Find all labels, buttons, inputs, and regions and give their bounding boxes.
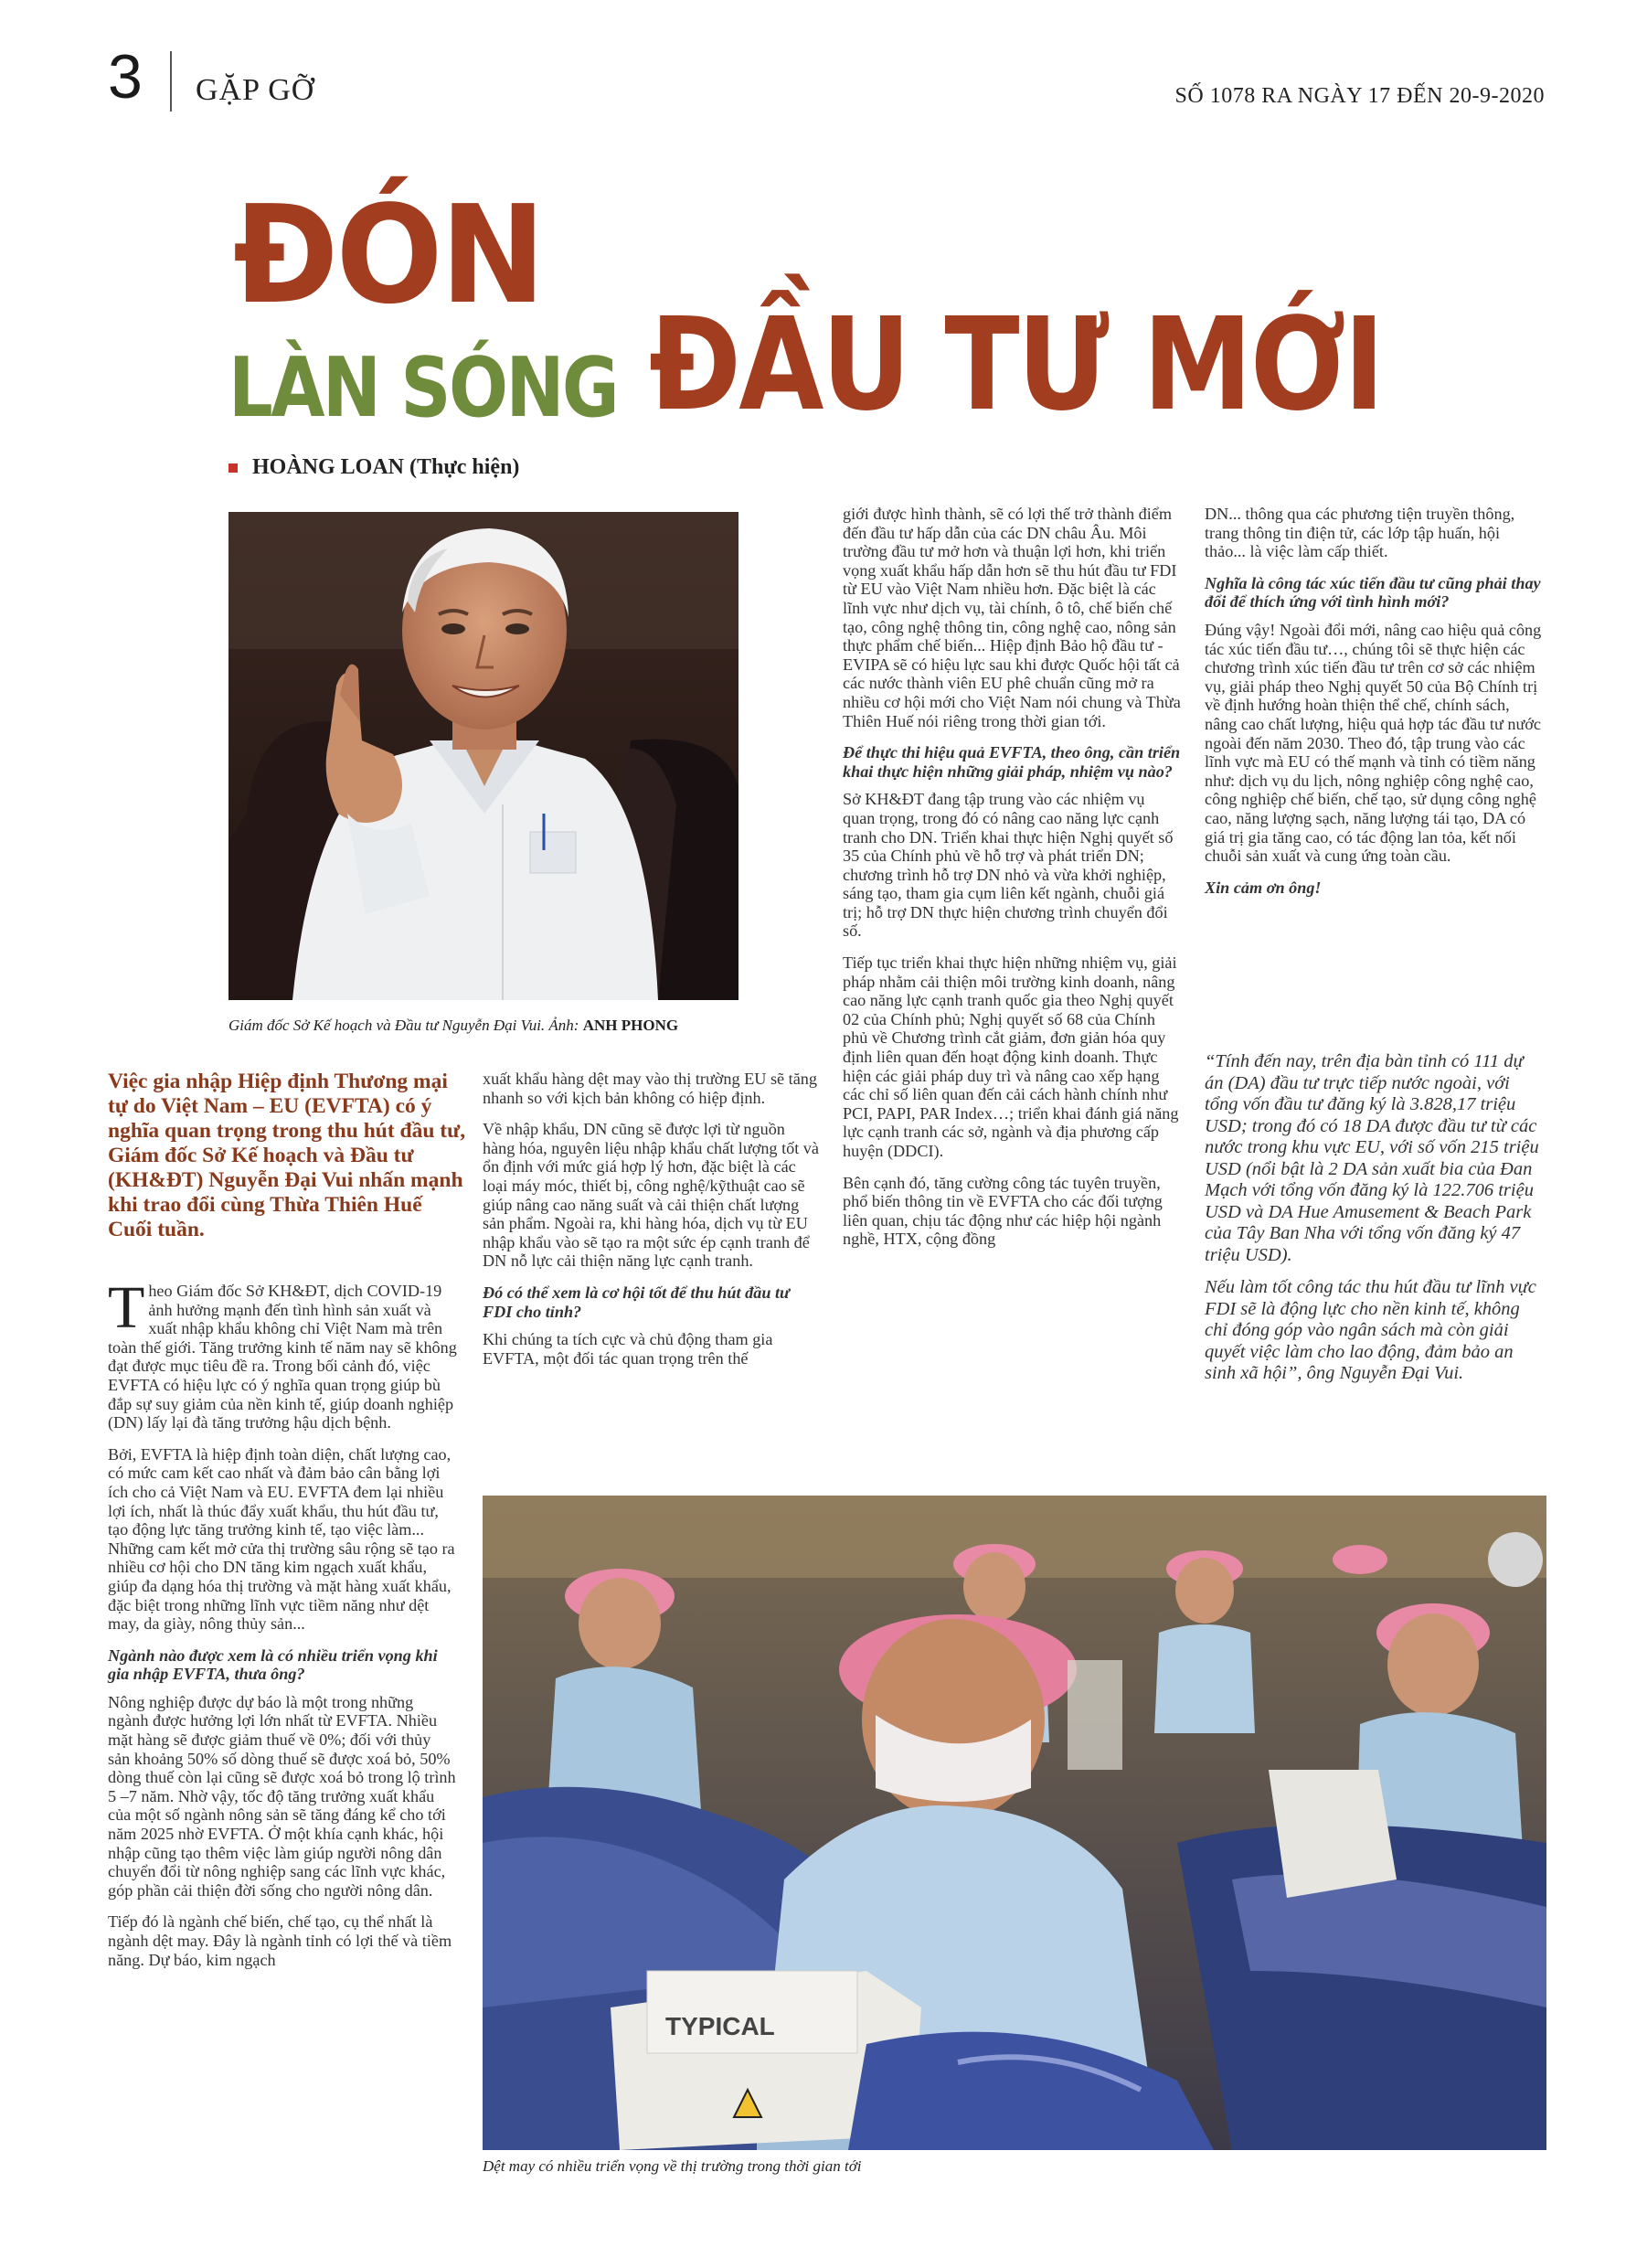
article-lead: Việc gia nhập Hiệp định Thương mại tự do Việt Nam – EU (EVFTA) có ý nghĩa quan trọng trong thu hút đầu tư, Giám đốc Sở Kế hoạch và Đầu tư (KH&ĐT) Nguyễn Đại Vui nhấn mạnh khi trao đổi cùng Thừa Thiên Huế Cuối tuần. — [108, 1070, 466, 1241]
bullet-square-icon — [228, 463, 238, 473]
title-line-1: ĐÓN — [233, 176, 544, 334]
article-column-3 — [843, 505, 1181, 1262]
photo-credit: ANH PHONG — [582, 1017, 679, 1034]
body-paragraph — [108, 1274, 457, 1432]
pull-quote-paragraph: “Tính đến nay, trên địa bàn tỉnh có 111 dự án (DA) đầu tư trực tiếp nước ngoài, với tổng vốn đầu tư đăng ký là 3.828,17 triệu USD; trong đó có 18 DA được đầu tư từ các nước trong khu vực EU, với số vốn 215 triệu USD (nổi bật là 2 DA sản xuất bia của Đan Mạch với tổng vốn đăng ký là 122.706 triệu USD và DA Hue Amusement & Beach Park của Tây Ban Nha với tổng vốn đăng ký 47 triệu USD). — [1205, 1051, 1539, 1265]
title-line-2a: LÀN SÓNG — [228, 340, 618, 436]
body-paragraph: xuất khẩu hàng dệt may vào thị trường EU sẽ tăng nhanh so với kịch bản không có hiệp định. — [483, 1070, 817, 1107]
factory-photo — [483, 1496, 1546, 2150]
portrait-caption-text: Giám đốc Sở Kế hoạch và Đầu tư Nguyễn Đại Vui. Ảnh: — [228, 1017, 579, 1034]
issue-info: SỐ 1078 RA NGÀY 17 ĐẾN 20-9-2020 — [1174, 84, 1545, 108]
body-paragraph: Bên cạnh đó, tăng cường công tác tuyên truyền, phổ biến thông tin về EVFTA cho các đối tượng liên quan, chịu tác động như các hiệp hội ngành nghề, HTX, cộng đồng — [843, 1173, 1163, 1249]
article-column-4 — [1205, 505, 1545, 906]
body-paragraph: Tiếp đó là ngành chế biến, chế tạo, cụ thể nhất là ngành dệt may. Đây là ngành tỉnh có lợi thế và tiềm năng. Dự báo, kim ngạch — [108, 1912, 452, 1969]
body-paragraph: Sở KH&ĐT đang tập trung vào các nhiệm vụ quan trọng, trong đó có nâng cao năng lực cạnh tranh cho DN. Triển khai thực hiện Nghị quyết số 35 của Chính phủ về hỗ trợ và phát triển DN; chương trình hỗ trợ DN nhỏ và vừa khởi nghiệp, sáng tạo, tham gia cụm liên kết ngành, chuỗi giá trị; hỗ trợ DN thực hiện chương trình chuyển đổi số. — [843, 790, 1174, 941]
section-name: GẶP GỠ — [196, 73, 315, 107]
closing-line: Xin cảm ơn ông! — [1205, 878, 1322, 897]
interview-question: Nghĩa là công tác xúc tiến đầu tư cũng phải thay đổi để thích ứng với tình hình mới? — [1205, 573, 1541, 612]
body-paragraph: Bởi, EVFTA là hiệp định toàn diện, chất lượng cao, có mức cam kết cao nhất và đảm bảo cân bằng lợi ích cho cả Việt Nam và EU. EVFTA đem lại nhiều lợi ích, nhất là thúc đẩy xuất khẩu, thu hút đầu tư, tạo động lực tăng trưởng kinh tế, tạo việc làm... Những cam kết mở cửa thị trường sâu rộng sẽ tạo ra nhiều cơ hội cho DN tăng kim ngạch xuất khẩu, giúp đa dạng hóa thị trường và mặt hàng xuất khẩu, đặc biệt trong những lĩnh vực tiềm năng như dệt may, da giày, nông thủy sản... — [108, 1444, 455, 1634]
body-paragraph: Khi chúng ta tích cực và chủ động tham gia EVFTA, một đối tác quan trọng trên thế — [483, 1330, 773, 1368]
header-divider — [170, 51, 172, 112]
body-paragraph: Đúng vậy! Ngoài đổi mới, nâng cao hiệu quả công tác xúc tiến đầu tư…, chúng tôi sẽ thực hiện các chương trình xúc tiến đầu tư trên cơ sở các nhiệm vụ, giải pháp theo Nghị quyết 50 của Bộ Chính trị về định hướng hoàn thiện thể chế, chính sách, nâng cao chất lượng, hiệu quả hợp tác đầu tư nước ngoài đến năm 2030. Theo đó, tập trung vào các lĩnh vực mà EU có thế mạnh và tỉnh có tiềm năng như: dịch vụ du lịch, nông nghiệp công nghệ cao, công nghiệp chế biến, chế tạo, sử dụng công nghệ cao, năng lượng sạch, năng lượng tái tạo, DA có giá trị gia tăng cao, có tác động lan tỏa, kết nối chuỗi sản xuất và cung ứng toàn cầu. — [1205, 620, 1542, 866]
portrait-caption — [228, 1017, 678, 1035]
interview-question: Để thực thi hiệu quả EVFTA, theo ông, cần triển khai thực hiện những giải pháp, nhiệm vụ nào? — [843, 743, 1181, 781]
body-paragraph: DN... thông qua các phương tiện truyền thông, trang thông tin điện tử, các lớp tập huấn, hội thảo... là việc làm cấp thiết. — [1205, 505, 1515, 561]
portrait-illustration — [228, 512, 738, 1000]
paragraph-text: heo Giám đốc Sở KH&ĐT, dịch COVID-19 ảnh hưởng mạnh đến tình hình sản xuất và xuất nhập khẩu không chỉ Việt Nam mà trên toàn thế giới. Tăng trưởng kinh tế năm nay sẽ không đạt được mục tiêu đề ra. Trong bối cảnh đó, việc EVFTA có hiệu lực có ý nghĩa quan trọng giúp bù đắp sự suy giảm của nền kinh tế, giúp doanh nghiệp (DN) lấy lại đà tăng trưởng hậu dịch bệnh. — [108, 1282, 457, 1432]
body-paragraph: Về nhập khẩu, DN cũng sẽ được lợi từ nguồn hàng hóa, nguyên liệu nhập khẩu chất lượng tốt và ổn định với mức giá hợp lý hơn, đặc biệt là các loại máy móc, thiết bị, công nghệ/kỹthuật cao sẽ giúp nâng cao năng suất và cải thiện chất lượng sản phẩm. Ngoài ra, khi hàng hóa, dịch vụ từ EU nhập khẩu vào sẽ tạo ra một sức ép cạnh tranh để DN nỗ lực cải thiện năng lực cạnh tranh. — [483, 1120, 819, 1271]
portrait-photo — [228, 512, 738, 1000]
article-column-1 — [108, 1274, 457, 1982]
page-number: 3 — [108, 42, 143, 112]
interview-question: Ngành nào được xem là có nhiều triển vọng khi gia nhập EVFTA, thưa ông? — [108, 1645, 438, 1684]
factory-illustration — [483, 1496, 1546, 2150]
article-column-2 — [483, 1070, 819, 1380]
body-paragraph: giới được hình thành, sẽ có lợi thế trở thành điểm đến đầu tư hấp dẫn của các DN châu Âu. Môi trường đầu tư mở hơn và thuận lợi hơn, khi triển vọng xuất khẩu hấp dẫn hơn sẽ thu hút đầu tư FDI từ EU vào Việt Nam nhiều hơn. Đặc biệt là các lĩnh vực như dịch vụ, tài chính, ô tô, chế biến chế tạo, công nghệ thông tin, công nghệ cao, nông sản thực phẩm chế biến... Hiệp định Bảo hộ đầu tư - EVIPA sẽ có hiệu lực sau khi được Quốc hội tất cả các nước thành viên EU phê chuẩn cũng mở ra nhiều cơ hội mới cho Việt Nam nói chung và Thừa Thiên Huế nói riêng trong thời gian tới. — [843, 505, 1181, 730]
machine-brand-label: TYPICAL — [665, 2012, 775, 2040]
factory-caption: Dệt may có nhiều triển vọng về thị trường trong thời gian tới — [483, 2157, 862, 2175]
interview-question: Đó có thể xem là cơ hội tốt để thu hút đầu tư FDI cho tỉnh? — [483, 1283, 790, 1321]
title-line-2b: ĐẦU TƯ MỚI — [649, 291, 1383, 440]
body-paragraph: Nông nghiệp được dự báo là một trong những ngành được hưởng lợi lớn nhất từ EVFTA. Nhiều mặt hàng sẽ được giảm thuế về 0%; đối với thủy sản khoảng 50% số dòng thuế sẽ được xoá bỏ, 50% dòng thuế còn lại cũng sẽ được xoá bỏ trong lộ trình 5 –7 năm. Nhờ vậy, tốc độ tăng trưởng xuất khẩu của một số ngành nông sản sẽ tăng đáng kể cho tới năm 2025 nhờ EVFTA. Ở một khía cạnh khác, hội nhập cũng tạo thêm việc làm giúp người nông dân chuyển đổi từ nông nghiệp sang các lĩnh vực khác, góp phần cải thiện đời sống cho người nông dân. — [108, 1692, 456, 1900]
drop-cap: T — [108, 1274, 145, 1341]
body-paragraph: Tiếp tục triển khai thực hiện những nhiệm vụ, giải pháp nhằm cải thiện môi trường kinh doanh, nâng cao năng lực cạnh tranh quốc gia theo Nghị quyết 02 của Chính phủ; Nghị quyết số 68 của Chính phủ về Chương trình cắt giảm, đơn giản hóa quy định liên quan đến hoạt động kinh doanh. Thực hiện các giải pháp duy trì và nâng cao xếp hạng các chỉ số liên quan đến cải cách hành chính như PCI, PAPI, PAR Index…; triển khai đánh giá năng lực cạnh tranh các sở, ngành và địa phương cấp huyện (DDCI). — [843, 953, 1179, 1160]
pull-quote — [1205, 1051, 1545, 1396]
author-name: HOÀNG LOAN (Thực hiện) — [252, 455, 520, 479]
pull-quote-paragraph: Nếu làm tốt công tác thu hút đầu tư lĩnh vực FDI sẽ là động lực cho nền kinh tế, không chỉ đóng góp vào ngân sách mà còn giải quyết việc làm cho lao động, đảm bảo an sinh xã hội”, ông Nguyễn Đại Vui. — [1205, 1277, 1536, 1383]
byline — [228, 455, 519, 480]
